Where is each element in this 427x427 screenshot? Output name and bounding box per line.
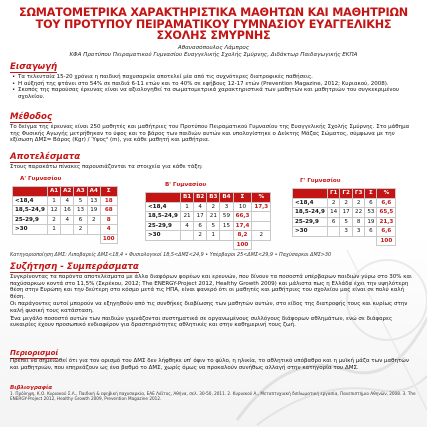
table-cell: 6 bbox=[365, 227, 377, 237]
table-header-cell: Β4 bbox=[220, 193, 233, 203]
table-cell: 6 bbox=[365, 198, 377, 208]
table-cell: 6 bbox=[74, 215, 87, 225]
row-label: >30 bbox=[293, 227, 328, 237]
table-cell: 15 bbox=[220, 221, 233, 231]
table-cell: 2 bbox=[252, 231, 271, 241]
author-affiliation: ΚΦΑ Προτύπου Πειραματικού Γυμνασίου Ευαγγελικής Σχολής Σμύρνης, Διδάκτωρ Παιδαγωγικής ΕΚΠΑ bbox=[69, 51, 358, 58]
table-cell: 4 bbox=[61, 196, 74, 206]
results-text: Στους παρακάτω πίνακες παρουσιάζονται τα στοιχεία για κάθε τάξη: bbox=[10, 164, 203, 170]
row-label: >30 bbox=[13, 225, 48, 235]
table-cell: 6,6 bbox=[377, 198, 396, 208]
table-cell bbox=[252, 221, 271, 231]
discussion-paragraph-1: Συγκρίνοντας τα παρόντα αποτελέσματα με άλλα διαφόρων φορέων και ερευνών, που δίνουν τα ποσοστά υπέρβαρων παιδιών γύρω στο 30% και παχύσαρκων κοντά στο 11,5% (Σκρέκου, 2012; The ENERGY-Project 2012, Healthy Growth 2009) και μάλιστα πως η Ελλάδα έχει την υψηλότερη θέση στην Ευρώπη και την δεύτερη στο κόσμο μετά τις ΗΠΑ, είναι φανερό ότι οι μαθητές και μαθήτριες του σχολείου μας είναι σε πολύ καλή θέση. bbox=[10, 274, 413, 300]
table-cell: 13 bbox=[87, 196, 100, 206]
table-cell: 17,4 bbox=[233, 221, 252, 231]
table-cell: 68 bbox=[100, 206, 117, 216]
table-header-cell: Α3 bbox=[74, 187, 87, 197]
table-total-row bbox=[293, 236, 396, 246]
references-block bbox=[10, 386, 417, 402]
author-name: Αθανασόπουλος Λάμπρος bbox=[177, 45, 250, 51]
table-total-row bbox=[146, 240, 271, 250]
table-row bbox=[146, 221, 271, 231]
table-header-cell bbox=[13, 187, 48, 197]
table-cell: 2 bbox=[194, 231, 207, 241]
table-c-gymnasiou bbox=[292, 188, 396, 246]
table-cell: 10 bbox=[233, 202, 252, 212]
table-cell: 18 bbox=[100, 196, 117, 206]
table-row bbox=[293, 227, 396, 237]
table-cell: 2 bbox=[340, 198, 352, 208]
references-text: 1. Πρόληψη, Κ.Ο. Κυριακού Σ.Λ., Παιδική & εφηβική παχυσαρκία, ΕΑΕ Λάϊτος, Αθήνα, σελ. 30-50, 2011. 2. Κυριακού Α., Μεταπτυχιακή διπλωματική εργασία, Πανεπιστήμιο Αθηνών, 2008. 3. The ENERGY-Project 2012, Healthy Growth 2009, Prevention Magazine 2012. bbox=[10, 391, 416, 402]
table-cell: 8 bbox=[100, 215, 117, 225]
table-row bbox=[146, 231, 271, 241]
table-cell: 12 bbox=[47, 206, 60, 216]
table-header-cell: % bbox=[252, 193, 271, 203]
method-text: Το δείγμα της έρευνας είναι 250 μαθητές και μαθήτριες του Προτύπου Πειραματικού Γυμνασίου της Ευαγγελικής Σχολής Σμύρνης. Στο μάθημα της Φυσικής Αγωγής μετρήθηκαν το ύψος και το βάρος των παιδιών αυτών και υπολογίστηκε ο Δείκτης Μάζας Σώματος, σύμφωνα με την εξίσωση ΔΜΣ= Βάρος (Kgr) / Ύψος² (m), για κάθε μαθητή και μαθήτρια. bbox=[10, 124, 410, 144]
limitations-text: Πρέπει να σημειωθεί ότι για τον ορισμό του ΔΜΣ δεν λήφθηκε υπ' όψιν το φύλο, η ηλικία, το αθλητικό υπόβαθρο και η μυϊκή μάζα των μαθητών και μαθητριών, που επηρεάζουν ως ένα βαθμό το ΔΜΣ, χωρίς όμως να προκαλούν συνήθως αλλαγή στην κατηγορία του ΔΜΣ. bbox=[10, 358, 409, 371]
table-header-cell: Β1 bbox=[180, 193, 193, 203]
row-label: 25-29,9 bbox=[13, 215, 48, 225]
table-cell: 4 bbox=[61, 215, 74, 225]
table-cell: 19 bbox=[365, 217, 377, 227]
row-label: 18,5-24,9 bbox=[293, 208, 328, 218]
table-cell: 2 bbox=[74, 225, 87, 235]
author-block bbox=[0, 45, 427, 59]
table-row bbox=[13, 215, 118, 225]
intro-bullet-1: • Τα τελευταία 15-20 χρόνια η παιδική παχυσαρκία αποτελεί μία από τις συχνότερες διατροφικές παθήσεις. bbox=[10, 74, 412, 81]
row-label: >30 bbox=[146, 231, 181, 241]
table-cell: 4 bbox=[180, 221, 193, 231]
row-label: <18,4 bbox=[146, 202, 181, 212]
table-cell: 19 bbox=[87, 206, 100, 216]
table-cell: 6 bbox=[194, 221, 207, 231]
table-total: 100 bbox=[233, 240, 252, 250]
table-header-cell: Α4 bbox=[87, 187, 100, 197]
table-header-cell: Γ1 bbox=[327, 189, 339, 199]
table-cell: 21 bbox=[180, 212, 193, 222]
table-cell: 21 bbox=[207, 212, 220, 222]
table-header-cell: Σ bbox=[100, 187, 117, 197]
table-row bbox=[146, 202, 271, 212]
table-cell: 22 bbox=[352, 208, 364, 218]
table-cell: 5 bbox=[340, 217, 352, 227]
table-cell: 2 bbox=[87, 215, 100, 225]
table-cell: 14 bbox=[327, 208, 339, 218]
table-b-label: Β' Γυμνασίου bbox=[165, 182, 207, 188]
table-cell: 17,3 bbox=[252, 202, 271, 212]
discussion-paragraph-2: Οι παράγοντες αυτοί μπορούν να εξηγηθούν από τις συνθήκες διαβίωσης των μαθητών αυτών, στο είδος της διατροφής τους και κυρίως στην καλή φυσική τους κατάσταση. bbox=[10, 301, 408, 314]
table-cell: 59 bbox=[220, 212, 233, 222]
table-row bbox=[13, 196, 118, 206]
table-cell: 66,3 bbox=[233, 212, 252, 222]
table-a-label: Α' Γυμνασίου bbox=[20, 176, 62, 182]
table-cell: 6 bbox=[327, 217, 339, 227]
poster-title bbox=[6, 7, 421, 42]
row-label: 18,5-24,9 bbox=[146, 212, 181, 222]
table-cell bbox=[87, 225, 100, 235]
table-cell: 1 bbox=[180, 202, 193, 212]
method-heading: Μέθοδος bbox=[10, 112, 53, 122]
results-heading: Αποτελέσματα bbox=[10, 152, 81, 162]
row-label: <18,4 bbox=[13, 196, 48, 206]
table-cell: 5 bbox=[74, 196, 87, 206]
table-header-cell: Α1 bbox=[47, 187, 60, 197]
table-total: 100 bbox=[377, 236, 396, 246]
table-cell: 6,6 bbox=[377, 227, 396, 237]
discussion-paragraph-3: Ένα μεγάλο ποσοστό αυτών των παιδιών γυμνάζονται συστηματικά σε οργανωμένους συλλόγους διάφορων αθλημάτων, ενώ σε διάφορες ευκαιρίες έχουν προσωπικό ενδιαφέρον για δραστηριότητες αθλητικές και στην καθημερινή τους ζωή. bbox=[10, 315, 393, 329]
table-cell: 13 bbox=[74, 206, 87, 216]
table-header-cell: Γ3 bbox=[352, 189, 364, 199]
intro-heading: Εισαγωγή bbox=[10, 62, 58, 72]
table-header-cell: Σ bbox=[233, 193, 252, 203]
limitations-heading: Περιορισμοί bbox=[10, 349, 59, 357]
table-cell: 65,5 bbox=[377, 208, 396, 218]
table-header-cell: Γ2 bbox=[340, 189, 352, 199]
table-cell: 2 bbox=[207, 202, 220, 212]
table-a-gymnasiou bbox=[12, 186, 118, 244]
discussion-text bbox=[10, 274, 412, 330]
table-cell: 2 bbox=[327, 198, 339, 208]
table-cell: 1 bbox=[47, 196, 60, 206]
table-header-row bbox=[13, 187, 118, 197]
table-cell: 1 bbox=[207, 231, 220, 241]
table-header-cell bbox=[146, 193, 181, 203]
table-cell bbox=[61, 225, 74, 235]
table-row bbox=[293, 198, 396, 208]
table-cell: 3 bbox=[340, 227, 352, 237]
table-header-cell: Σ bbox=[365, 189, 377, 199]
table-header-cell: Β3 bbox=[207, 193, 220, 203]
table-cell: 1 bbox=[47, 225, 60, 235]
table-cell: 4 bbox=[100, 225, 117, 235]
table-row bbox=[13, 225, 118, 235]
table-cell: 2 bbox=[352, 198, 364, 208]
table-b-gymnasiou bbox=[145, 192, 271, 250]
references-heading: Βιβλιογραφία bbox=[10, 385, 53, 391]
title-line-3: ΣΧΟΛΗΣ ΣΜΥΡΝΗΣ bbox=[156, 29, 271, 42]
table-cell bbox=[327, 227, 339, 237]
table-row bbox=[146, 212, 271, 222]
table-cell: 3 bbox=[220, 202, 233, 212]
table-cell: 17 bbox=[194, 212, 207, 222]
table-header-cell bbox=[293, 189, 328, 199]
discussion-heading: Συζήτηση - Συμπεράσματα bbox=[10, 262, 139, 272]
table-total-row bbox=[13, 234, 118, 244]
table-cell: 8,2 bbox=[233, 231, 252, 241]
row-label: 25-29,9 bbox=[146, 221, 181, 231]
title-line-1: ΣΩΜΑΤΟΜΕΤΡΙΚΑ ΧΑΡΑΚΤΗΡΙΣΤΙΚΑ ΜΑΘΗΤΩΝ ΚΑΙ ΜΑΘΗΤΡΙΩΝ bbox=[19, 6, 408, 19]
table-total: 100 bbox=[100, 234, 117, 244]
table-c-label: Γ' Γυμνασίου bbox=[300, 178, 341, 184]
table-cell: 21,3 bbox=[377, 217, 396, 227]
title-line-2: ΤΟΥ ΠΡΟΤΥΠΟΥ ΠΕΙΡΑΜΑΤΙΚΟΥ ΓΥΜΝΑΣΙΟΥ ΕΥΑΓΓΕΛΙΚΗΣ bbox=[35, 17, 392, 31]
table-cell bbox=[180, 231, 193, 241]
table-row bbox=[293, 217, 396, 227]
intro-bullet-3: • Σκοπός της παρούσας έρευνας είναι να αξιολογηθεί τα σωματομετρικά χαρακτηριστικά των μαθητών και μαθητριών του συγκεκριμένου σχολείου. bbox=[10, 87, 412, 100]
table-cell bbox=[252, 212, 271, 222]
table-header-row bbox=[146, 193, 271, 203]
table-row bbox=[293, 208, 396, 218]
bmi-category-legend: Κατηγοριοποίηση ΔΜΣ: Λιποβαρείς ΔΜΣ<18,4 • Φυσιολογικοί 18,5<ΔΜΣ<24,9 • Υπέρβαροι 25<ΔΜΣ<29,9 • Παχύσαρκοι ΔΜΣ>30 bbox=[10, 252, 332, 258]
table-cell bbox=[220, 231, 233, 241]
table-cell: 3 bbox=[352, 227, 364, 237]
intro-bullet-2: • Η αύξησή της φτάνει στο 54% σε παιδιά 6-11 ετών και το 40% σε εφήβους 12-17 ετών (Prevention Magazine, 2012; Κυριακού, 2008). bbox=[10, 81, 412, 88]
row-label: <18,4 bbox=[293, 198, 328, 208]
table-cell: 4 bbox=[194, 202, 207, 212]
table-header-row bbox=[293, 189, 396, 199]
table-row bbox=[13, 206, 118, 216]
table-header-cell: % bbox=[377, 189, 396, 199]
table-cell: 53 bbox=[365, 208, 377, 218]
table-cell: 8 bbox=[352, 217, 364, 227]
table-cell: 16 bbox=[61, 206, 74, 216]
table-header-cell: Β2 bbox=[194, 193, 207, 203]
table-cell: 5 bbox=[207, 221, 220, 231]
table-cell: 2 bbox=[47, 215, 60, 225]
table-header-cell: Α2 bbox=[61, 187, 74, 197]
row-label: 18,5-24,9 bbox=[13, 206, 48, 216]
intro-text bbox=[10, 74, 412, 100]
table-cell: 17 bbox=[340, 208, 352, 218]
row-label: 25-29,9 bbox=[293, 217, 328, 227]
